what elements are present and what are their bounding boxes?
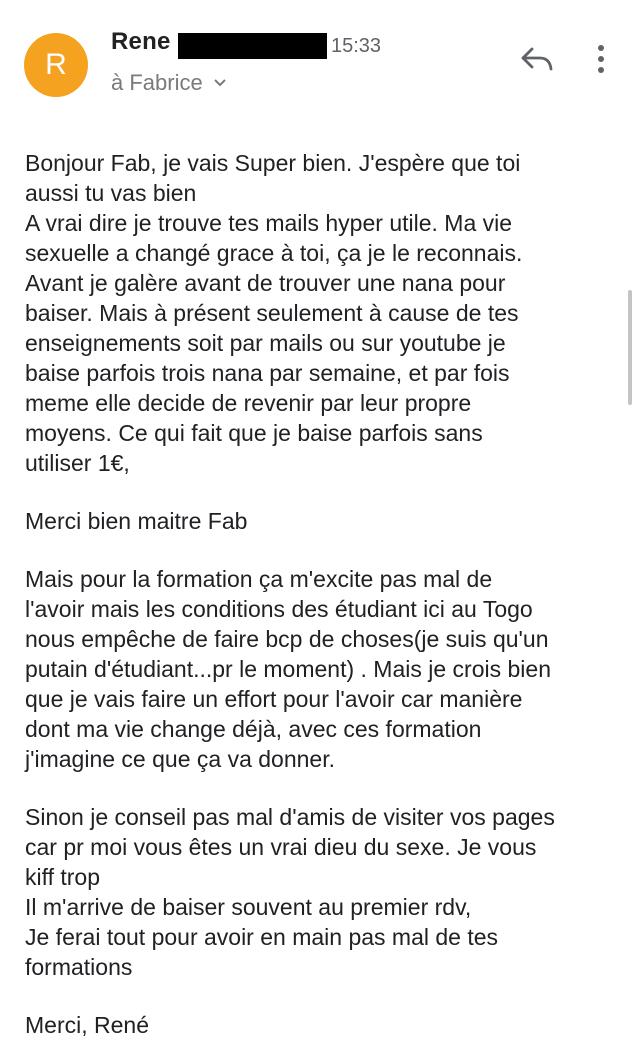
message-signature: Merci, René bbox=[25, 1012, 149, 1038]
message-body bbox=[25, 148, 625, 1040]
message-paragraph: Merci bien maitre Fab bbox=[25, 508, 248, 534]
scrollbar[interactable] bbox=[628, 290, 632, 405]
reply-icon[interactable] bbox=[520, 45, 554, 73]
more-vert-icon[interactable] bbox=[590, 42, 612, 76]
timestamp: 15:33 bbox=[331, 35, 382, 57]
message-paragraph: Mais pour la formation ça m'excite pas mal de l'avoir mais les conditions des étudiant ici au Togo nous empêche de faire bcp de choses(je suis qu'un putain d'étudiant...pr le moment) . Mais je crois bien que je vais faire un effort pour l'avoir car manière dont ma vie change déjà, avec ces formation j'imagine ce que ça va donner. bbox=[25, 566, 551, 772]
message-paragraph: Sinon je conseil pas mal d'amis de visiter vos pages car pr moi vous êtes un vrai dieu du sexe. Je vous kiff trop Il m'arrive de baiser souvent au premier rdv, Je ferai tout pour avoir en main pas mal de tes formations bbox=[25, 804, 555, 980]
email-header bbox=[0, 0, 637, 120]
avatar[interactable]: R bbox=[24, 33, 88, 97]
message-paragraph: Bonjour Fab, je vais Super bien. J'espère que toi aussi tu vas bien A vrai dire je trouve tes mails hyper utile. Ma vie sexuelle a changé grace à toi, ça je le reconnais. Avant je galère avant de trouver une nana pour baiser. Mais à présent seulement à cause de tes enseignements soit par mails ou sur youtube je baise parfois trois nana par semaine, et par fois meme elle decide de revenir par leur propre moyens. Ce qui fait que je baise parfois sans utiliser 1€, bbox=[25, 150, 523, 476]
sender-name[interactable]: Rene bbox=[111, 28, 171, 55]
chevron-down-icon bbox=[213, 76, 227, 90]
recipient-label: à Fabrice bbox=[111, 70, 203, 95]
recipient-toggle[interactable] bbox=[111, 70, 227, 96]
redacted-sender-address bbox=[178, 33, 327, 59]
